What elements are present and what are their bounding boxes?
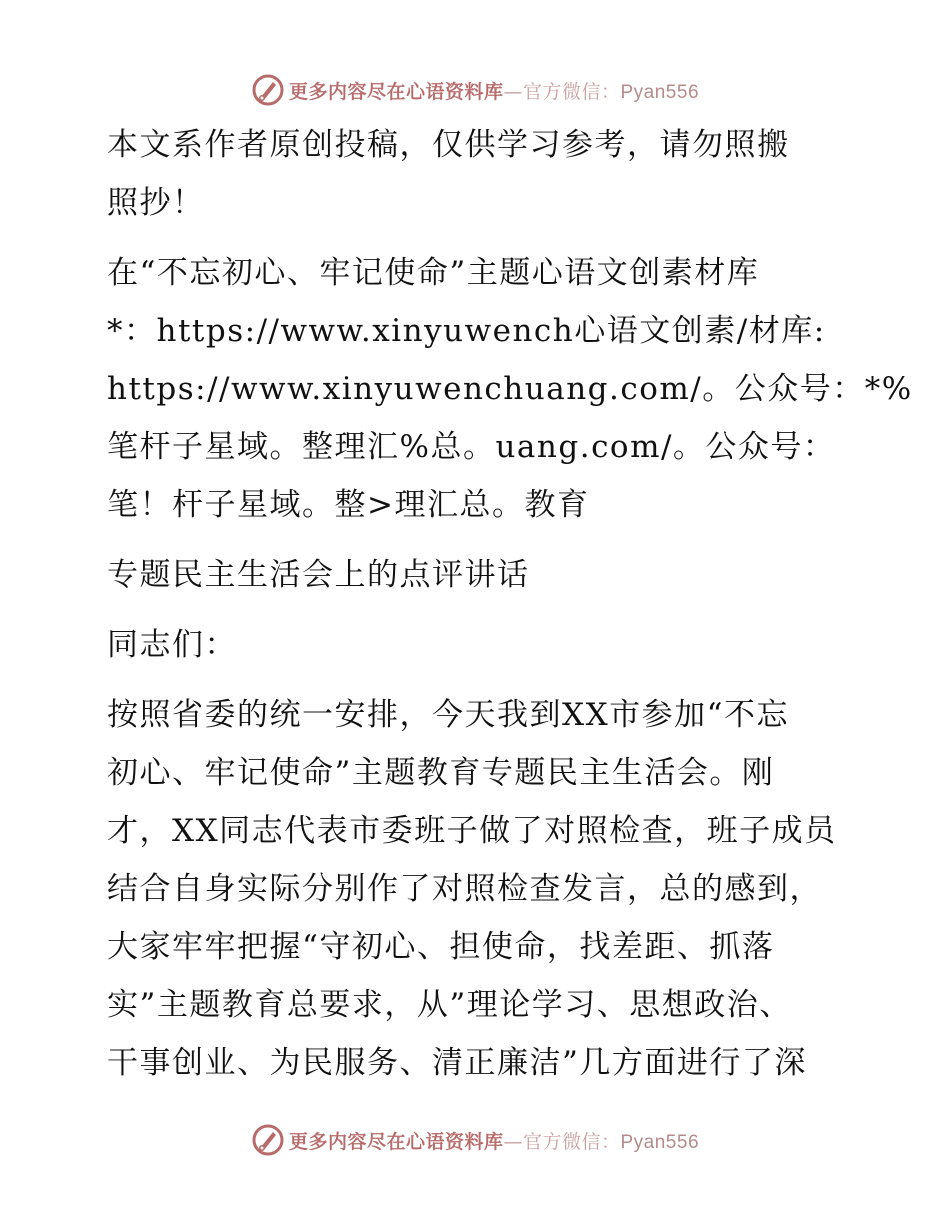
quill-pen-logo-icon bbox=[251, 73, 285, 107]
text-line: 才，XX同志代表市委班子做了对照检查，班子成员 bbox=[107, 813, 837, 849]
watermark-banner-bottom bbox=[0, 1120, 950, 1160]
disclaimer-paragraph bbox=[97, 116, 857, 232]
watermark-official-label: 官方微信： bbox=[522, 80, 621, 103]
watermark-dash: — bbox=[503, 1130, 523, 1153]
text-line: https://www.xinyuwenchuang.com/。公众号：*% bbox=[107, 371, 913, 407]
text-line: 大家牢牢把握“守初心、担使命，找差距、抓落 bbox=[107, 929, 775, 965]
source-paragraph bbox=[97, 244, 913, 534]
watermark-handle: Pyan556 bbox=[620, 81, 700, 103]
watermark-text bbox=[289, 77, 699, 104]
salutation-line: 同志们： bbox=[107, 627, 237, 663]
watermark-official-label: 官方微信： bbox=[522, 1130, 621, 1153]
title-line: 专题民主生活会上的点评讲话 bbox=[107, 557, 530, 593]
text-line: 照抄！ bbox=[107, 185, 205, 221]
watermark-banner-top bbox=[0, 70, 950, 110]
watermark-text bbox=[289, 1127, 699, 1154]
watermark-dash: — bbox=[503, 80, 523, 103]
text-line: 笔杆子星域。整理汇%总。uang.com/。公众号： bbox=[107, 429, 836, 465]
watermark-site-text: 更多内容尽在心语资料库 bbox=[288, 80, 504, 103]
text-line: 本文系作者原创投稿，仅供学习参考，请勿照搬 bbox=[107, 127, 790, 163]
text-line: 结合自身实际分别作了对照检查发言，总的感到， bbox=[107, 871, 822, 907]
text-line: 按照省委的统一安排，今天我到XX市参加“不忘 bbox=[107, 697, 789, 733]
body-paragraph bbox=[97, 686, 857, 1092]
document-body bbox=[97, 116, 913, 1104]
quill-pen-logo-icon bbox=[251, 1123, 285, 1157]
document-title bbox=[97, 546, 857, 604]
text-line: 实”主题教育总要求，从”理论学习、思想政治、 bbox=[107, 987, 792, 1023]
text-line: 干事创业、为民服务、清正廉洁”几方面进行了深 bbox=[107, 1045, 807, 1081]
text-line: 初心、牢记使命”主题教育专题民主生活会。刚 bbox=[107, 755, 775, 791]
text-line: 在“不忘初心、牢记使命”主题心语文创素材库 bbox=[107, 255, 760, 291]
text-line: *：https://www.xinyuwench心语文创素/材库: bbox=[107, 313, 826, 349]
watermark-handle: Pyan556 bbox=[620, 1131, 700, 1153]
salutation bbox=[97, 616, 857, 674]
watermark-site-text: 更多内容尽在心语资料库 bbox=[288, 1130, 504, 1153]
text-line: 笔！杆子星域。整>理汇总。教育 bbox=[107, 487, 590, 523]
